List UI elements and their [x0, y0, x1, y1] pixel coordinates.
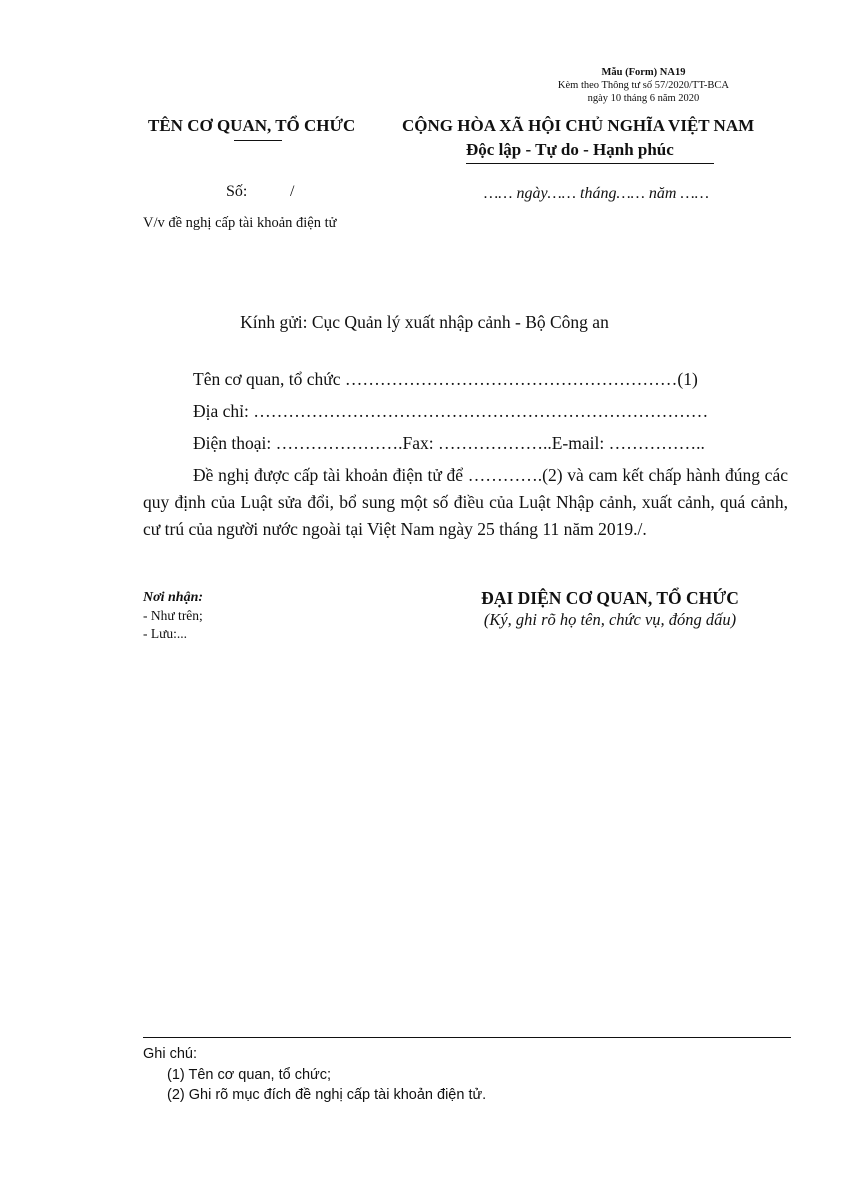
field-contact: Điện thoại: ………………….Fax: ………………..E-mail: ……………..: [193, 433, 705, 453]
national-motto: Độc lập - Tự do - Hạnh phúc: [466, 140, 674, 159]
form-circular: Kèm theo Thông tư số 57/2020/TT-BCA: [557, 80, 729, 91]
note-item: (2) Ghi rõ mục đích đề nghị cấp tài khoản điện tử.: [167, 1087, 487, 1103]
form-tag: [558, 66, 729, 105]
field-address: Địa chỉ: ……………………………………………………………………: [193, 401, 709, 421]
note-item: (1) Tên cơ quan, tổ chức;: [167, 1067, 332, 1083]
motto-underline: [466, 163, 714, 164]
document-number-slash: /: [290, 183, 295, 200]
field-org-name: Tên cơ quan, tổ chức …………………………………………………(1): [193, 369, 698, 389]
notes-title: Ghi chú:: [143, 1046, 197, 1062]
signature-title: ĐẠI DIỆN CƠ QUAN, TỔ CHỨC: [481, 588, 739, 608]
recipients-title: Nơi nhận:: [143, 590, 204, 605]
recipient-item: - Như trên;: [143, 608, 203, 623]
addressee-line: Kính gửi: Cục Quản lý xuất nhập cảnh - Bộ Công an: [240, 312, 609, 332]
nation-heading: CỘNG HÒA XÃ HỘI CHỦ NGHĨA VIỆT NAM: [402, 116, 755, 135]
org-name-underline: [234, 140, 282, 141]
org-name-heading: TÊN CƠ QUAN, TỔ CHỨC: [148, 116, 356, 135]
footnote-divider: [143, 1037, 791, 1038]
document-date-line: …… ngày…… tháng…… năm ……: [484, 185, 709, 202]
form-code: Mẫu (Form) NA19: [601, 67, 686, 78]
recipient-item: - Lưu:...: [143, 626, 188, 641]
signature-instructions: (Ký, ghi rõ họ tên, chức vụ, đóng dấu): [483, 610, 737, 629]
document-subject: V/v đề nghị cấp tài khoản điện tử: [143, 215, 337, 231]
form-circular-date: ngày 10 tháng 6 năm 2020: [587, 93, 700, 104]
document-number-label: Số:: [226, 183, 248, 200]
request-paragraph: Đề nghị được cấp tài khoản điện tử để ………….(2) và cam kết chấp hành đúng các quy định của Luật sửa đổi, bổ sung một số điều của Luật Nhập cảnh, xuất cảnh, quá cảnh, cư trú của người nước ngoài tại Việt Nam ngày 25 tháng 11 năm 2019./.: [143, 465, 788, 539]
